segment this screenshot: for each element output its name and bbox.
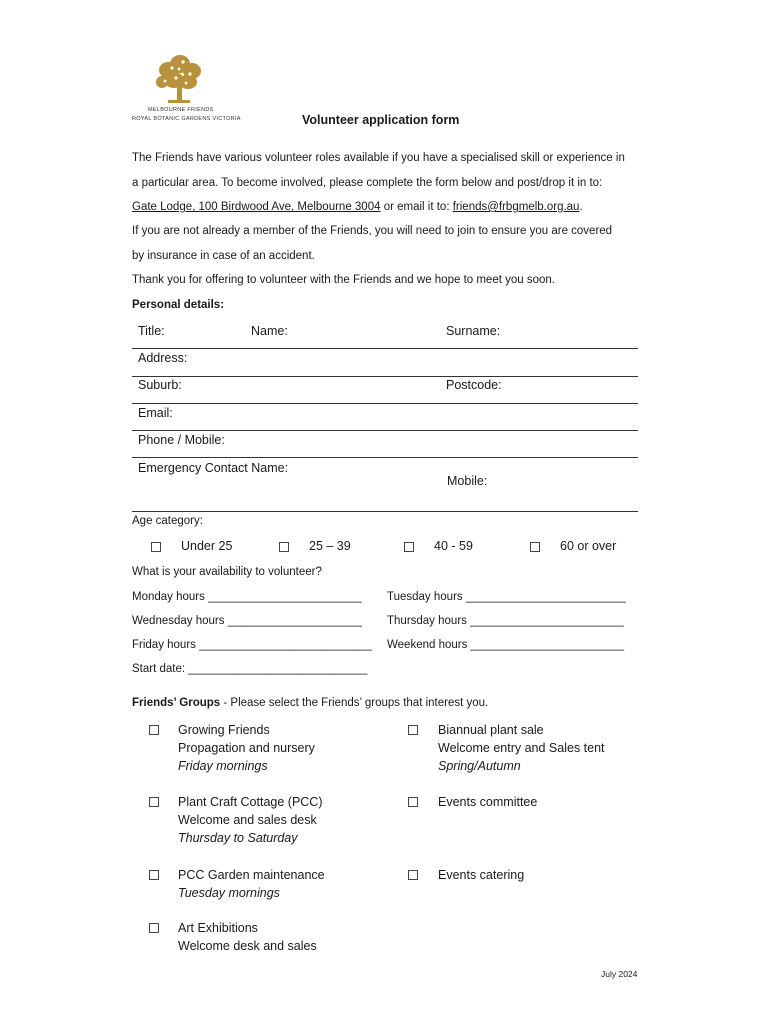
groups-heading-rest: - Please select the Friends’ groups that interest you. (220, 697, 489, 709)
group-events-committee (438, 793, 537, 811)
email-link[interactable]: friends@frbgmelb.org.au (452, 201, 580, 213)
logo-line2: ROYAL BOTANIC GARDENS VICTORIA (132, 116, 241, 122)
phone-label: Phone / Mobile: (138, 433, 225, 447)
email-field-line[interactable] (132, 430, 638, 431)
group-art-exhibitions (178, 919, 317, 955)
friday-hours[interactable]: Friday hours ___________________________ (132, 639, 372, 651)
age-label-under-25: Under 25 (181, 539, 233, 553)
weekend-hours[interactable]: Weekend hours ________________________ (387, 639, 625, 651)
tree-logo-icon (150, 54, 206, 106)
surname-label: Surname: (446, 324, 501, 338)
email-prefix: or email it to: (380, 201, 453, 213)
group-checkbox-growing-friends[interactable] (149, 725, 159, 735)
postcode-label: Postcode: (446, 378, 502, 392)
email-suffix: . (579, 201, 583, 213)
group-plant-craft-cottage (178, 793, 323, 847)
address-label: Address: (138, 351, 188, 365)
groups-heading-bold: Friends’ Groups (132, 697, 221, 709)
group-desc: Welcome desk and sales (178, 939, 317, 953)
intro-line1: The Friends have various volunteer roles available if you have a specialised skill or experience in (132, 152, 625, 164)
group-checkbox-events-committee[interactable] (408, 797, 418, 807)
name-label: Name: (251, 324, 288, 338)
group-title: Art Exhibitions (178, 921, 258, 935)
wednesday-hours[interactable]: Wednesday hours _____________________ (132, 615, 362, 627)
group-checkbox-pcc-garden-maintenance[interactable] (149, 870, 159, 880)
logo (132, 54, 242, 128)
age-label-25-39: 25 – 39 (309, 539, 351, 553)
group-title: Growing Friends (178, 723, 270, 737)
availability-question: What is your availability to volunteer? (132, 566, 322, 578)
group-time: Tuesday mornings (178, 886, 280, 900)
age-checkbox-60-over[interactable] (530, 542, 540, 552)
group-desc: Propagation and nursery (178, 741, 315, 755)
group-desc: Welcome and sales desk (178, 813, 317, 827)
group-desc: Welcome entry and Sales tent (438, 741, 605, 755)
suburb-field-line[interactable] (132, 403, 638, 404)
group-biannual-plant-sale (438, 721, 605, 775)
emergency-field-line[interactable] (132, 511, 638, 512)
footer-date: July 2024 (601, 969, 638, 979)
group-growing-friends (178, 721, 315, 775)
group-time: Thursday to Saturday (178, 831, 298, 845)
emergency-label: Emergency Contact Name: (138, 461, 289, 475)
title-name-field-line[interactable] (132, 348, 638, 349)
age-checkbox-25-39[interactable] (279, 542, 289, 552)
intro-line4: If you are not already a member of the Friends, you will need to join to ensure you are covered (132, 225, 613, 237)
intro-line3 (132, 201, 583, 213)
address-field-line[interactable] (132, 376, 638, 377)
group-events-catering (438, 866, 524, 884)
group-checkbox-biannual-plant-sale[interactable] (408, 725, 418, 735)
group-title: Events committee (438, 795, 538, 809)
monday-hours[interactable]: Monday hours ________________________ (132, 591, 362, 603)
address-link[interactable]: Gate Lodge, 100 Birdwood Ave, Melbourne 3004 (132, 201, 381, 213)
age-label-60-over: 60 or over (560, 539, 617, 553)
age-label-40-59: 40 - 59 (434, 539, 473, 553)
group-title: PCC Garden maintenance (178, 868, 325, 882)
mobile-label: Mobile: (447, 474, 488, 488)
group-title: Plant Craft Cottage (PCC) (178, 795, 323, 809)
group-title: Events catering (438, 868, 525, 882)
group-checkbox-art-exhibitions[interactable] (149, 923, 159, 933)
age-checkbox-40-59[interactable] (404, 542, 414, 552)
page-title: Volunteer application form (302, 113, 460, 127)
logo-line1: MELBOURNE FRIENDS (148, 107, 214, 113)
group-time: Friday mornings (178, 759, 268, 773)
group-checkbox-plant-craft-cottage[interactable] (149, 797, 159, 807)
intro-line5: by insurance in case of an accident. (132, 250, 315, 262)
group-pcc-garden-maintenance (178, 866, 325, 902)
group-checkbox-events-catering[interactable] (408, 870, 418, 880)
tuesday-hours[interactable]: Tuesday hours _________________________ (387, 591, 626, 603)
personal-heading: Personal details: (132, 299, 225, 311)
suburb-label: Suburb: (138, 378, 182, 392)
email-label: Email: (138, 406, 173, 420)
age-checkbox-under-25[interactable] (151, 542, 161, 552)
title-label: Title: (138, 324, 165, 338)
phone-field-line[interactable] (132, 457, 638, 458)
start-date[interactable]: Start date: ____________________________ (132, 663, 368, 675)
age-heading: Age category: (132, 515, 203, 527)
groups-heading (132, 697, 488, 709)
intro-line6: Thank you for offering to volunteer with the Friends and we hope to meet you soon. (132, 274, 555, 286)
group-time: Spring/Autumn (438, 759, 521, 773)
thursday-hours[interactable]: Thursday hours ________________________ (387, 615, 624, 627)
group-title: Biannual plant sale (438, 723, 544, 737)
intro-line2: a particular area. To become involved, please complete the form below and post/drop it in to: (132, 177, 603, 189)
